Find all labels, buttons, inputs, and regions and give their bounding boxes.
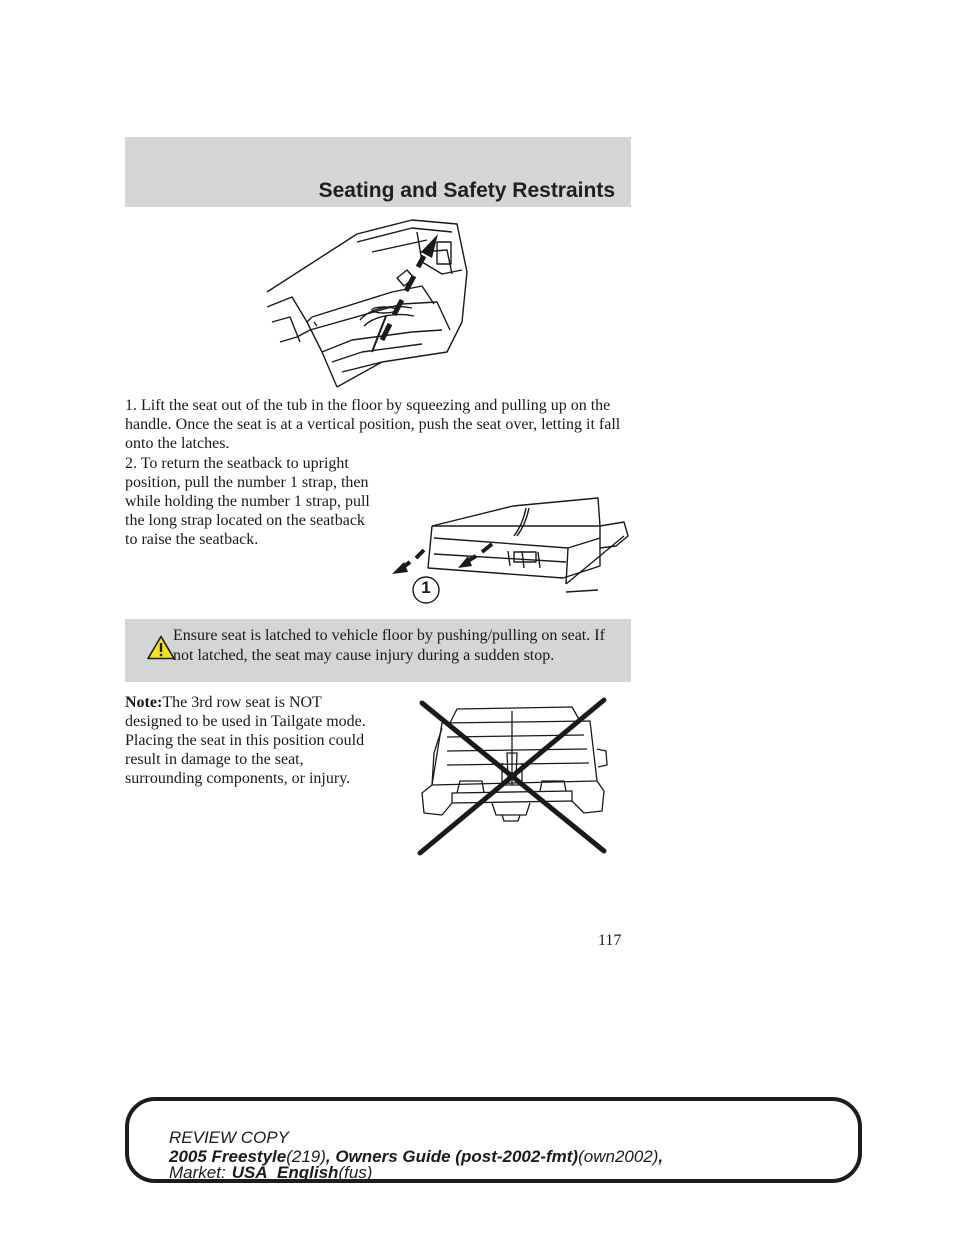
callout-number-1: 1 — [421, 578, 431, 597]
guide-code: (own2002) — [578, 1147, 659, 1166]
model-code: (219) — [286, 1147, 326, 1166]
note-label: Note: — [125, 694, 163, 711]
warning-box — [125, 619, 631, 682]
separator-comma: , — [658, 1147, 664, 1166]
review-copy-label: REVIEW COPY — [169, 1128, 289, 1147]
instruction-step-2: 2. To return the seatback to upright position, pull the number 1 strap, then while holding the number 1 strap, pull the long strap located on the seatback to raise the seatback. — [125, 455, 370, 548]
market-line — [169, 1164, 372, 1182]
note-text: The 3rd row seat is NOT designed to be used in Tailgate mode. Placing the seat in this position could result in damage to the seat, surrounding components, or injury. — [125, 694, 366, 787]
section-title: Seating and Safety Restraints — [318, 179, 615, 202]
market-code: (fus) — [338, 1163, 373, 1182]
page-number: 117 — [598, 932, 622, 949]
section-header-band — [125, 137, 631, 207]
model-name: 2005 Freestyle — [169, 1147, 287, 1166]
market-value: USA_English — [231, 1163, 339, 1182]
tailgate-mode-prohibited-illustration — [412, 693, 612, 858]
warning-text: Ensure seat is latched to vehicle floor by pushing/pulling on seat. If not latched, the seat may cause injury during a sudden stop. — [173, 627, 605, 664]
review-copy-footer — [125, 1097, 862, 1183]
instruction-step-1: 1. Lift the seat out of the tub in the floor by squeezing and pulling up on the handle. Once the seat is at a vertical position, push the seat over, letting it fall onto the latches. — [125, 397, 621, 452]
market-label: Market: — [169, 1163, 226, 1182]
guide-name: , Owners Guide (post-2002-fmt) — [325, 1147, 579, 1166]
warning-triangle-icon — [147, 635, 175, 660]
seat-lift-illustration — [262, 212, 472, 388]
note-paragraph — [125, 693, 375, 788]
